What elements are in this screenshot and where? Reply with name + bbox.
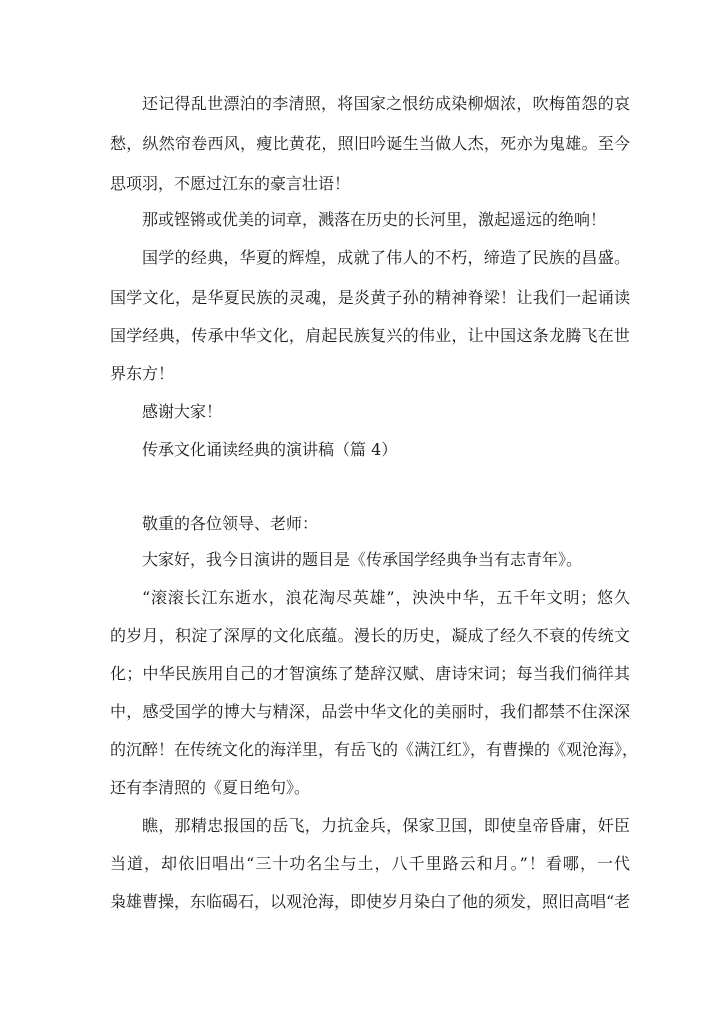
text-line: 枭雄曹操，东临碣石，以观沧海，即使岁月染白了他的须发，照旧高唱“老 [110,892,631,911]
section-heading: 传承文化诵读经典的演讲稿（篇 4） [142,440,398,459]
text-line: “滚滚长江东逝水，浪花淘尽英雄”，泱泱中华，五千年文明；悠久 [142,588,630,607]
text-line: 国学经典，传承中华文化，肩起民族复兴的伟业，让中国这条龙腾飞在世 [110,326,630,345]
text-line: 国学文化，是华夏民族的灵魂，是炎黄子孙的精神脊梁！让我们一起诵读 [110,288,630,307]
text-line: 界东方！ [110,364,175,383]
text-line: 的岁月，积淀了深厚的文化底蕴。漫长的历史，凝成了经久不衰的传统文 [110,626,630,645]
text-line: 中，感受国学的博大与精深，品尝中华文化的美丽时，我们都禁不住深深 [110,702,630,721]
text-line: 思项羽，不愿过江东的豪言壮语！ [110,174,351,193]
text-line: 还记得乱世漂泊的李清照，将国家之恨纺成染柳烟浓，吹梅笛怨的哀 [142,94,630,113]
text-line: 愁，纵然帘卷西风，瘦比黄花，照旧吟诞生当做人杰，死亦为鬼雄。至今 [110,134,630,153]
salutation: 敬重的各位领导、老师： [142,514,319,533]
text-line: 瞧，那精忠报国的岳飞，力抗金兵，保家卫国，即使皇帝昏庸，奸臣 [142,816,630,835]
text-line: 还有李清照的《夏日绝句》。 [110,778,311,797]
text-line: 大家好，我今日演讲的题目是《传承国学经典争当有志青年》。 [142,550,583,569]
text-line: 的沉醉！在传统文化的海洋里，有岳飞的《满江红》，有曹操的《观沧海》， [110,740,639,759]
text-line: 那或铿锵或优美的词章，溅落在历史的长河里，激起遥远的绝响！ [142,210,607,229]
text-line: 化；中华民族用自己的才智演练了楚辞汉赋、唐诗宋词；每当我们徜徉其 [110,664,630,683]
text-line: 当道，却依旧唱出“三十功名尘与土，八千里路云和月。”！看哪，一代 [110,854,630,873]
text-line: 国学的经典，华夏的辉煌，成就了伟人的不朽，缔造了民族的昌盛。 [142,248,630,267]
text-line: 感谢大家！ [142,402,223,421]
